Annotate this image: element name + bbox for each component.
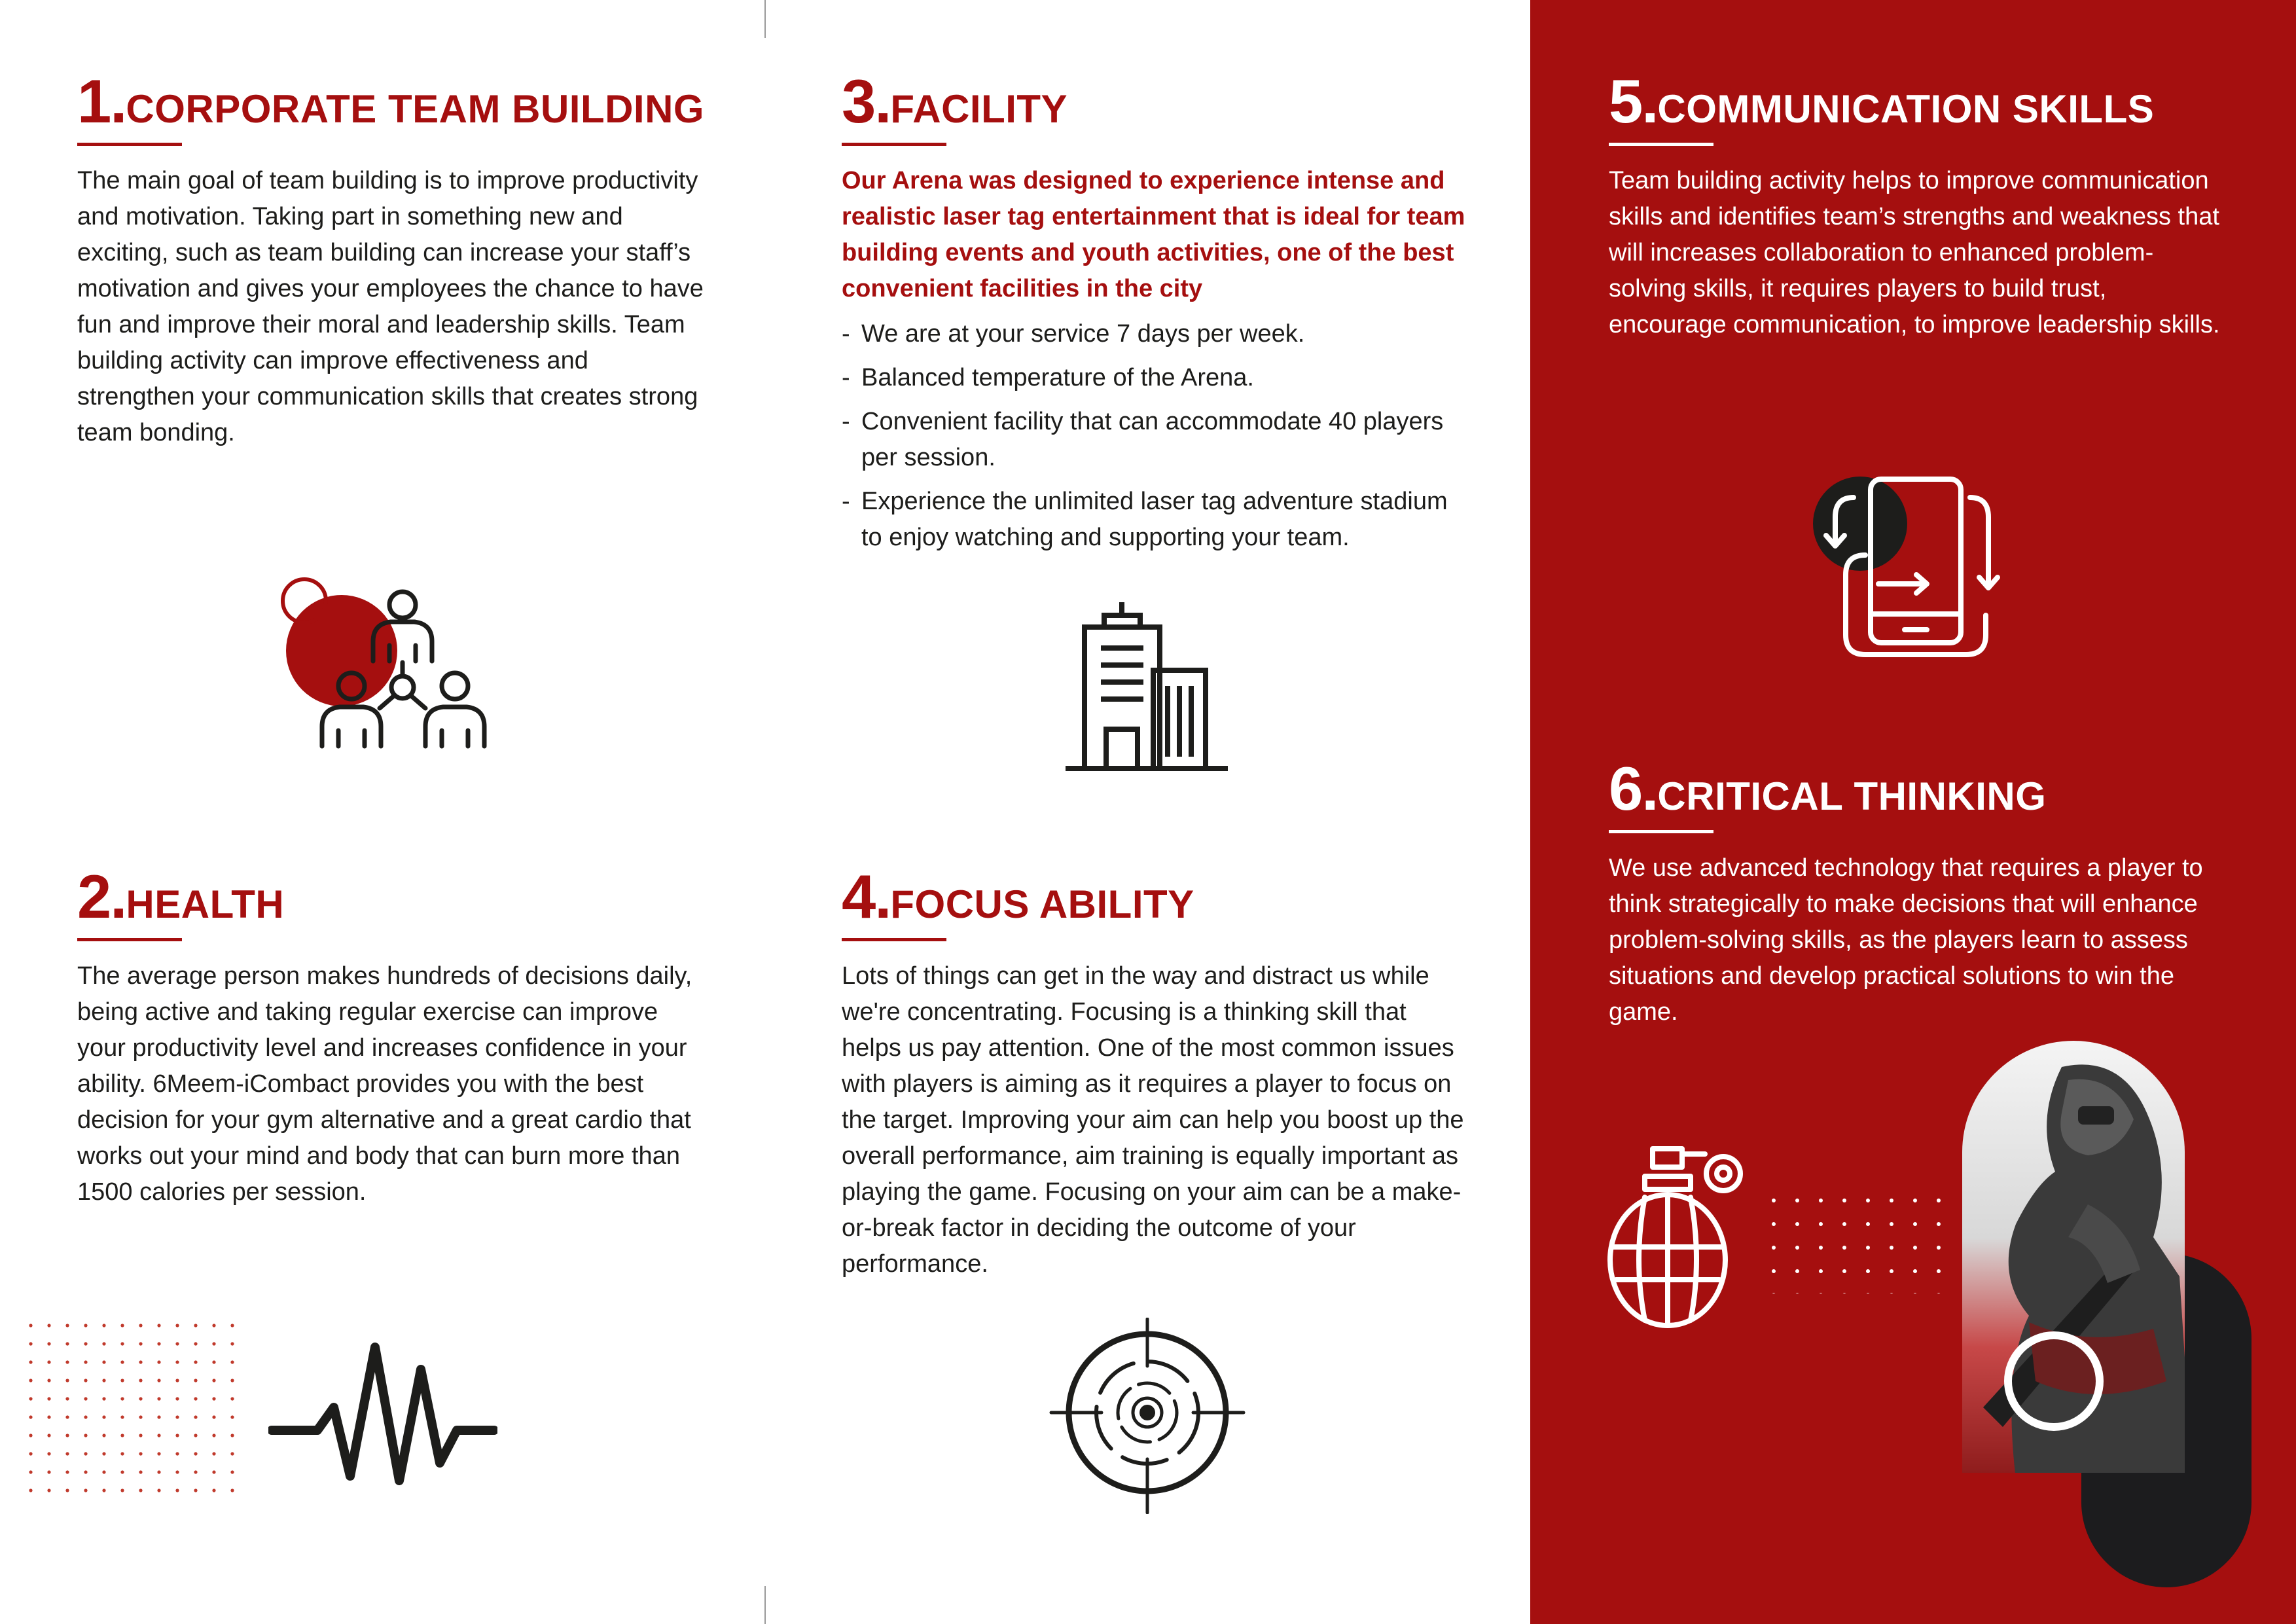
list-item: - Balanced temperature of the Arena. — [842, 360, 1470, 396]
section-number: 1. — [77, 67, 126, 135]
section-number: 4. — [842, 862, 891, 931]
heading-underline — [842, 143, 946, 146]
section-body: Lots of things can get in the way and distract us while we're concentrating. Focusing is a thinking skill that helps us pay attention. One of the most common issues with players is aiming as it requires a player to focus on the target. Improving your aim can help you boost up the overall performance, aim training is equally important as playing the game. Focusing on your aim can be a make-or-break factor in deciding the outcome of your performance. — [842, 962, 1464, 1278]
heading-underline — [842, 938, 946, 941]
section-body: We use advanced technology that requires a player to think strategically to make decisions that will enhance problem-solving skills, as the players learn to assess situations and develop practical solutions to win the game. — [1609, 854, 2203, 1026]
heartbeat-pulse-icon — [268, 1335, 497, 1492]
section-body: The main goal of team building is to improve productivity and motivation. Taking part in something new and exciting, such as team building can increase your staff’s motivation and gives your employees the chance to have fun and improve their moral and leadership skills. Team building activity can improve effectiveness and strengthen your communication skills that creates strong team bonding. — [77, 167, 704, 446]
section-facility — [842, 67, 1470, 564]
section-health — [77, 862, 706, 1210]
grenade-icon — [1607, 1142, 1757, 1332]
section-body: Team building activity helps to improve communication skills and identifies team’s strengths and weakness that will increases collaboration to enhanced problem-solving skills, it requires players to build trust, encourage communication, to improve leadership skills. — [1609, 167, 2220, 338]
heading-underline — [1609, 830, 1713, 833]
fold-mark-top — [764, 0, 766, 38]
building-icon — [1062, 601, 1232, 772]
section-body: The average person makes hundreds of decisions daily, being active and taking regular exercise can improve your productivity level and increases confidence in your ability. 6Meem-iCombact provides you with the best decision for your gym alternative and a great cardio that works out your mind and body that can burn more than 1500 calories per session. — [77, 962, 692, 1206]
section-heading — [77, 862, 706, 931]
list-item: - Experience the unlimited laser tag adventure stadium to enjoy watching and supporting your team. — [842, 484, 1470, 556]
section-corporate-team-building — [77, 67, 706, 451]
heading-underline — [1609, 143, 1713, 146]
section-title: FOCUS ABILITY — [890, 882, 1194, 926]
section-number: 5. — [1609, 67, 1658, 135]
section-title: CRITICAL THINKING — [1657, 774, 2047, 818]
soldier-photo — [1957, 1041, 2258, 1591]
section-heading — [1609, 754, 2224, 823]
section-number: 3. — [842, 67, 891, 135]
list-item: - Convenient facility that can accommodate 40 players per session. — [842, 404, 1470, 476]
section-title: CORPORATE TEAM BUILDING — [126, 87, 705, 131]
fold-mark-bottom — [764, 1586, 766, 1624]
dot-grid-pattern — [1768, 1195, 1958, 1293]
section-title: HEALTH — [126, 882, 285, 926]
section-heading — [1609, 67, 2224, 135]
section-heading — [77, 67, 706, 135]
smartphone-sync-icon — [1813, 458, 2009, 668]
list-item: - We are at your service 7 days per week. — [842, 316, 1470, 352]
section-number: 2. — [77, 862, 126, 931]
facility-bullet-list — [842, 316, 1470, 556]
section-communication-skills — [1609, 67, 2224, 343]
heading-underline — [77, 938, 182, 941]
heading-underline — [77, 143, 182, 146]
section-focus-ability — [842, 862, 1470, 1282]
section-heading — [842, 67, 1470, 135]
dot-grid-pattern — [26, 1321, 249, 1499]
section-title: FACILITY — [890, 87, 1068, 131]
facility-lead-text: Our Arena was designed to experience intense and realistic laser tag entertainment that is ideal for team building events and youth activities, one of the best convenient facilities in the city — [842, 167, 1465, 302]
section-number: 6. — [1609, 754, 1658, 823]
target-crosshair-icon — [1049, 1318, 1246, 1514]
section-heading — [842, 862, 1470, 931]
team-people-icon — [275, 575, 491, 751]
section-title: COMMUNICATION SKILLS — [1657, 87, 2155, 131]
section-critical-thinking — [1609, 754, 2224, 1030]
